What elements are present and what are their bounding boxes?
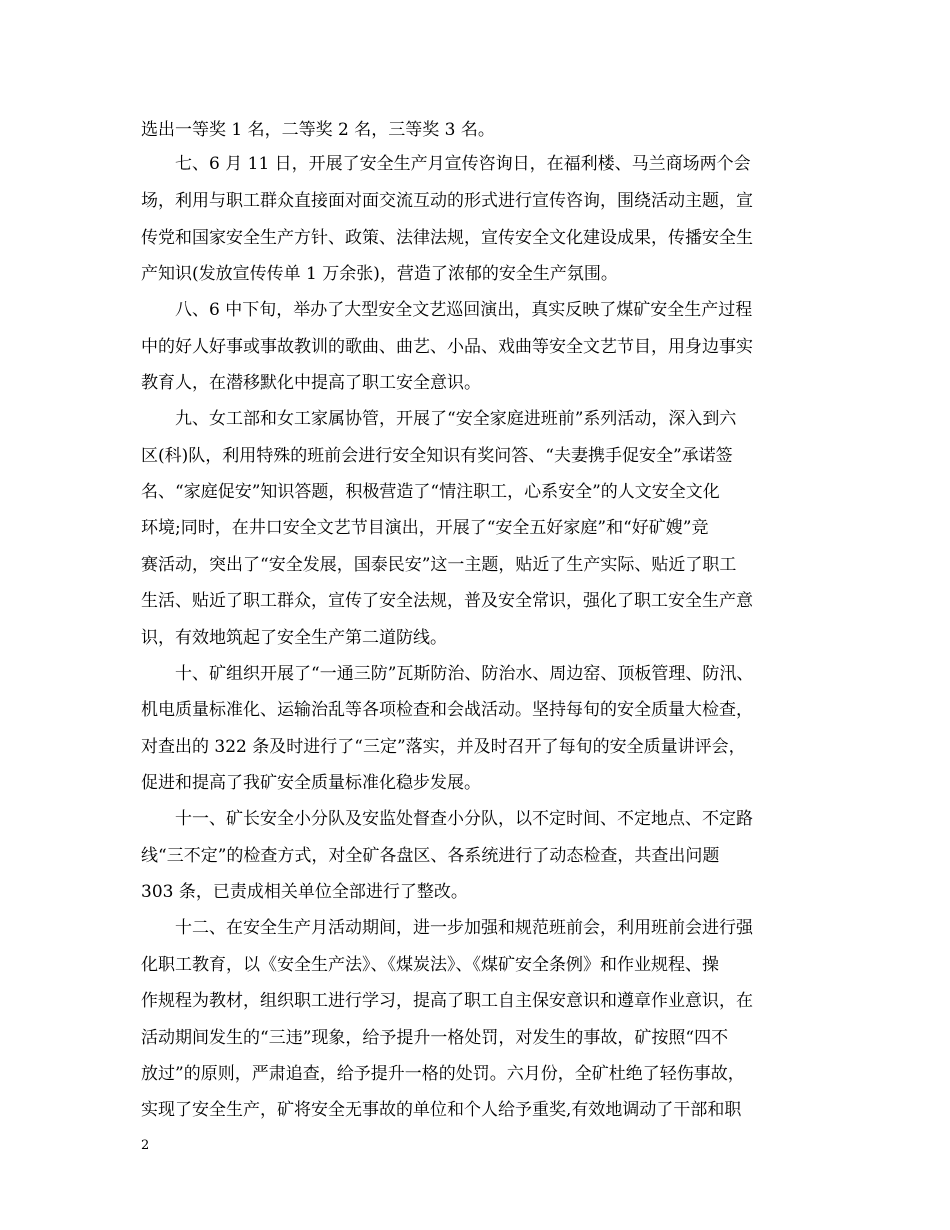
- text-line: 化职工教育，以《安全生产法》、《煤炭法》、《煤矿安全条例》和作业规程、操: [141, 955, 719, 975]
- text-line: 区(科)队，利用特殊的班前会进行安全知识有奖问答、“夫妻携手促安全”承诺签: [141, 446, 733, 466]
- text-line: 生活、贴近了职工群众，宣传了安全法规，普及安全常识，强化了职工安全生产意: [141, 591, 753, 611]
- text-line: 传党和国家安全生产方针、政策、法律法规，宣传安全文化建设成果，传播安全生: [141, 228, 753, 248]
- text-line: 产知识(发放宣传传单 1 万余张)，营造了浓郁的安全生产氛围。: [141, 264, 618, 284]
- text-line: 促进和提高了我矿安全质量标准化稳步发展。: [141, 773, 481, 793]
- text-line: 七、6 月 11 日，开展了安全生产月宣传咨询日，在福利楼、马兰商场两个会: [175, 154, 751, 174]
- text-line: 识，有效地筑起了安全生产第二道防线。: [141, 628, 447, 648]
- text-line: 活动期间发生的“三违”现象，给予提升一格处罚，对发生的事故，矿按照“四不: [141, 1028, 729, 1048]
- text-line: 中的好人好事或事故教训的歌曲、曲艺、小品、戏曲等安全文艺节目，用身边事实: [141, 337, 753, 357]
- page-number: 2: [141, 1138, 150, 1153]
- text-line: 线“三不定”的检查方式，对全矿各盘区、各系统进行了动态检查，共查出问题: [141, 846, 720, 866]
- text-line: 放过”的原则，严肃追查，给予提升一格的处罚。六月份，全矿杜绝了轻伤事故，: [141, 1064, 745, 1084]
- text-line: 作规程为教材，组织职工进行学习，提高了职工自主保安意识和遵章作业意识，在: [141, 991, 753, 1011]
- text-line: 九、女工部和女工家属协管，开展了“安全家庭进班前”系列活动，深入到六: [175, 409, 737, 429]
- text-line: 赛活动，突出了“安全发展，国泰民安”这一主题，贴近了生产实际、贴近了职工: [141, 555, 737, 575]
- text-line: 十、矿组织开展了“一通三防”瓦斯防治、防治水、周边窑、顶板管理、防汛、: [175, 664, 754, 684]
- text-line: 教育人，在潜移默化中提高了职工安全意识。: [141, 373, 481, 393]
- text-line: 场，利用与职工群众直接面对面交流互动的形式进行宣传咨询，围绕活动主题，宣: [141, 191, 753, 211]
- text-line: 303 条，已责成相关单位全部进行了整改。: [141, 882, 468, 902]
- text-line: 机电质量标准化、运输治乱等各项检查和会战活动。坚持每旬的安全质量大检查，: [141, 700, 753, 720]
- text-line: 八、6 中下旬，举办了大型安全文艺巡回演出，真实反映了煤矿安全生产过程: [175, 300, 753, 320]
- text-line: 十二、在安全生产月活动期间，进一步加强和规范班前会，利用班前会进行强: [175, 918, 753, 938]
- text-line: 实现了安全生产，矿将安全无事故的单位和个人给予重奖,有效地调动了干部和职: [141, 1100, 742, 1120]
- text-line: 选出一等奖 1 名，二等奖 2 名，三等奖 3 名。: [141, 120, 495, 140]
- text-line: 对查出的 322 条及时进行了“三定”落实，并及时召开了每旬的安全质量讲评会，: [141, 737, 746, 757]
- text-line: 十一、矿长安全小分队及安监处督查小分队，以不定时间、不定地点、不定路: [175, 809, 753, 829]
- text-line: 名、“家庭促安”知识答题，积极营造了“情注职工，心系安全”的人文安全文化: [141, 482, 720, 502]
- text-line: 环境;同时，在井口安全文艺节目演出，开展了“安全五好家庭”和“好矿嫂”竞: [141, 518, 709, 538]
